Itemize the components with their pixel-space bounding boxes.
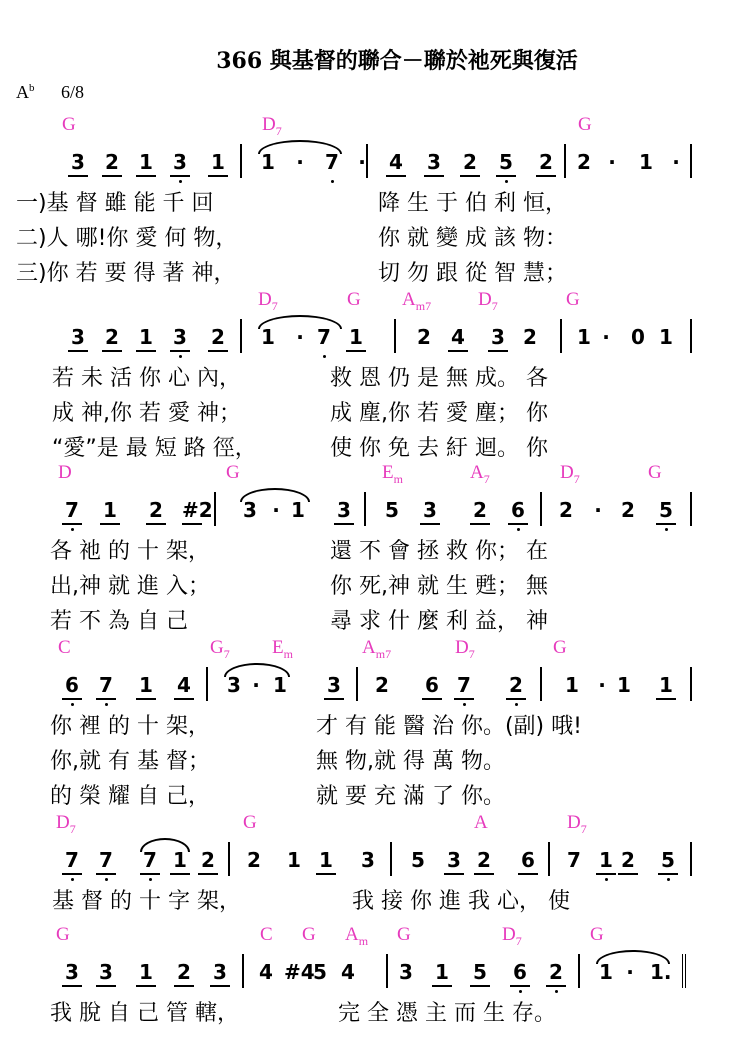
jianpu-note: 1 xyxy=(316,848,336,875)
barline xyxy=(206,667,208,701)
lyric-text: 出,神 就 進 入； xyxy=(50,574,210,599)
chord-symbol: $A_{m7}$ xyxy=(362,637,392,661)
jianpu-note: 4 xyxy=(448,325,468,352)
chord-symbol: $D_7$ xyxy=(502,924,522,948)
jianpu-note: 2 xyxy=(174,960,194,987)
barline xyxy=(540,492,542,526)
lyric-text: 的 榮 耀 自 己， xyxy=(50,784,210,809)
octave-dot xyxy=(105,703,108,706)
jianpu-note: 2 xyxy=(474,848,494,875)
lyric-text: 救 恩 仍 是 無 成。 各 xyxy=(330,366,548,391)
lyric-line xyxy=(0,394,734,429)
jianpu-note: 6 xyxy=(510,960,530,987)
jianpu-note: 4 xyxy=(386,150,406,177)
barline xyxy=(394,319,396,353)
barline xyxy=(356,667,358,701)
octave-dot xyxy=(519,990,522,993)
chord-symbol: $G_7$ xyxy=(210,637,230,661)
rhythm-dot: · xyxy=(272,498,280,522)
jianpu-note: 2 xyxy=(506,673,526,700)
jianpu-note: 3 xyxy=(96,960,116,987)
lyric-text: 使 你 免 去 紆 迴。 你 xyxy=(330,436,548,461)
jianpu-note: 1. xyxy=(650,960,672,984)
jianpu-note: 3 xyxy=(62,960,82,987)
chord-symbol: $D_7$ xyxy=(455,637,475,661)
barline xyxy=(690,492,692,526)
jianpu-note: 2 xyxy=(247,848,261,872)
jianpu-note: 7 xyxy=(140,848,160,875)
lyric-line xyxy=(0,254,734,289)
score-system xyxy=(0,812,734,917)
jianpu-note: 4 xyxy=(341,960,355,984)
jianpu-note: 7 xyxy=(314,325,334,349)
barline xyxy=(228,842,230,876)
jianpu-note: 2 xyxy=(546,960,566,987)
notation-row xyxy=(0,663,734,707)
octave-dot xyxy=(665,528,668,531)
jianpu-note: 5 xyxy=(470,960,490,987)
barline xyxy=(386,954,388,988)
octave-dot xyxy=(71,878,74,881)
jianpu-note: 2 xyxy=(470,498,490,525)
jianpu-note: 3 xyxy=(243,498,257,522)
jianpu-note: 7 xyxy=(96,673,116,700)
jianpu-note: 3 xyxy=(488,325,508,352)
lyric-text: 你 死,神 就 生 甦； 無 xyxy=(330,574,548,599)
jianpu-note: #2 xyxy=(182,498,202,525)
lyric-text: 切 勿 跟 從 智 慧； xyxy=(378,261,567,286)
lyric-text: 你 裡 的 十 架， xyxy=(50,714,210,739)
octave-dot xyxy=(605,878,608,881)
octave-dot xyxy=(517,528,520,531)
chord-symbol: A xyxy=(474,812,488,833)
lyric-text: 基 督 的 十 字 架， xyxy=(52,889,241,914)
lyric-text: 各 祂 的 十 架， xyxy=(50,539,210,564)
tie-arc xyxy=(240,488,310,502)
jianpu-note: 1 xyxy=(100,498,120,525)
jianpu-note: 7 xyxy=(454,673,474,700)
jianpu-note: 1 xyxy=(261,150,275,174)
jianpu-note: 5 xyxy=(411,848,425,872)
chord-symbol: $D_7$ xyxy=(258,289,278,313)
lyric-line xyxy=(0,359,734,394)
score-system xyxy=(0,289,734,464)
lyric-line xyxy=(0,567,734,602)
jianpu-note: 2 xyxy=(460,150,480,177)
lyric-text: 我 接 你 進 我 心， 使 xyxy=(352,889,570,914)
jianpu-note: 1 xyxy=(599,960,613,984)
barline xyxy=(240,319,242,353)
jianpu-note: 1 xyxy=(136,960,156,987)
jianpu-note: 2 xyxy=(375,673,389,697)
jianpu-note: 7 xyxy=(322,150,342,174)
notation-row xyxy=(0,488,734,532)
jianpu-note: 5 xyxy=(313,960,327,984)
jianpu-note: 2 xyxy=(618,848,638,875)
chord-symbol: D xyxy=(58,462,72,483)
lyric-text: 還 不 會 拯 救 你； 在 xyxy=(330,539,548,564)
jianpu-note: 5 xyxy=(656,498,676,525)
jianpu-note: 3 xyxy=(444,848,464,875)
chord-symbol: G xyxy=(578,114,592,135)
chord-symbol: G xyxy=(397,924,411,945)
octave-dot xyxy=(179,355,182,358)
lyric-text: 我 脫 自 己 管 轄， xyxy=(50,1001,239,1026)
chord-symbol: G xyxy=(553,637,567,658)
jianpu-note: 1 xyxy=(208,150,228,177)
chord-symbol: $D_7$ xyxy=(560,462,580,486)
jianpu-note: 3 xyxy=(399,960,413,984)
barline xyxy=(578,954,580,988)
lyric-text: 二)人 哪!你 愛 何 物， xyxy=(16,226,238,251)
lyric-line xyxy=(0,777,734,812)
jianpu-note: 1 xyxy=(656,673,676,700)
chord-symbol: G xyxy=(590,924,604,945)
jianpu-note: 2 xyxy=(536,150,556,177)
jianpu-note: 1 xyxy=(136,325,156,352)
jianpu-note: 6 xyxy=(62,673,82,700)
jianpu-note: 1 xyxy=(136,673,156,700)
barline xyxy=(548,842,550,876)
rhythm-dot: · xyxy=(252,673,260,697)
jianpu-note: 2 xyxy=(208,325,228,352)
score-system xyxy=(0,462,734,637)
lyric-text: 若 不 為 自 己 xyxy=(50,609,188,634)
chord-symbol: $A_7$ xyxy=(470,462,490,486)
rhythm-dot: · xyxy=(608,150,616,174)
lyric-line xyxy=(0,742,734,777)
lyric-text: 你 就 變 成 該 物： xyxy=(378,226,567,251)
lyric-text: 成 神,你 若 愛 神； xyxy=(52,401,241,426)
tie-arc xyxy=(258,140,342,154)
rhythm-dot: · xyxy=(602,325,610,349)
lyric-line xyxy=(0,882,734,917)
jianpu-note: 1 xyxy=(291,498,305,522)
jianpu-note: 2 xyxy=(621,498,635,522)
chord-row xyxy=(0,637,734,663)
chord-symbol: G xyxy=(56,924,70,945)
rhythm-dot: · xyxy=(296,325,304,349)
tie-arc xyxy=(224,663,290,677)
chord-row xyxy=(0,114,734,140)
lyric-text: 就 要 充 滿 了 你。 xyxy=(316,784,505,809)
lyric-line xyxy=(0,219,734,254)
lyric-line xyxy=(0,429,734,464)
chord-symbol: $D_7$ xyxy=(478,289,498,313)
jianpu-note: 2 xyxy=(577,150,591,174)
jianpu-note: 1 xyxy=(577,325,591,349)
rhythm-dot: · xyxy=(358,150,366,174)
jianpu-note: 3 xyxy=(170,150,190,177)
chord-symbol: $D_7$ xyxy=(56,812,76,836)
jianpu-note: 1 xyxy=(346,325,366,352)
lyric-text: 無 物,就 得 萬 物。 xyxy=(316,749,505,774)
jianpu-note: 2 xyxy=(523,325,537,349)
notation-row xyxy=(0,140,734,184)
barline xyxy=(242,954,244,988)
jianpu-note: 1 xyxy=(287,848,301,872)
lyric-text: 才 有 能 醫 治 你。(副) 哦! xyxy=(316,714,582,739)
chord-symbol: $A_{m7}$ xyxy=(402,289,432,313)
chord-row xyxy=(0,812,734,838)
lyric-text: 完 全 憑 主 而 生 存。 xyxy=(338,1001,556,1026)
barline xyxy=(540,667,542,701)
score-system xyxy=(0,114,734,289)
barline xyxy=(390,842,392,876)
chord-row xyxy=(0,462,734,488)
octave-dot xyxy=(463,703,466,706)
jianpu-note: 1 xyxy=(639,150,653,174)
jianpu-note: 3 xyxy=(210,960,230,987)
octave-dot xyxy=(105,878,108,881)
lyric-text: 一)基 督 雖 能 千 回 xyxy=(16,191,214,216)
barline xyxy=(214,492,216,526)
jianpu-note: #4 xyxy=(284,960,315,984)
chord-symbol: C xyxy=(260,924,273,945)
jianpu-note: 1 xyxy=(170,848,190,875)
barline xyxy=(364,492,366,526)
lyric-text: 三)你 若 要 得 著 神， xyxy=(16,261,236,286)
octave-dot xyxy=(555,990,558,993)
rhythm-dot: · xyxy=(626,960,634,984)
chord-symbol: $D_7$ xyxy=(262,114,282,138)
octave-dot xyxy=(331,180,334,183)
chord-symbol: G xyxy=(62,114,76,135)
chord-row xyxy=(0,289,734,315)
rhythm-dot: · xyxy=(594,498,602,522)
lyric-line xyxy=(0,602,734,637)
jianpu-note: 2 xyxy=(417,325,431,349)
chord-symbol: $E_m$ xyxy=(272,637,293,661)
jianpu-note: 3 xyxy=(227,673,241,697)
jianpu-note: 4 xyxy=(259,960,273,984)
chord-symbol: G xyxy=(566,289,580,310)
jianpu-note: 3 xyxy=(361,848,375,872)
lyric-text: 尋 求 什 麼 利 益， 神 xyxy=(330,609,548,634)
lyric-line xyxy=(0,707,734,742)
jianpu-note: 1 xyxy=(136,150,156,177)
jianpu-note: 4 xyxy=(174,673,194,700)
barline xyxy=(690,667,692,701)
jianpu-note: 3 xyxy=(420,498,440,525)
lyric-text: 若 未 活 你 心 內， xyxy=(52,366,241,391)
octave-dot xyxy=(323,355,326,358)
jianpu-note: 5 xyxy=(496,150,516,177)
lyric-text: 你,就 有 基 督； xyxy=(50,749,210,774)
jianpu-note: 6 xyxy=(422,673,442,700)
rhythm-dot: · xyxy=(296,150,304,174)
jianpu-note: 5 xyxy=(385,498,399,522)
jianpu-note: 1 xyxy=(596,848,616,875)
jianpu-note: 3 xyxy=(324,673,344,700)
score-system xyxy=(0,637,734,812)
tie-arc xyxy=(140,838,190,852)
hymn-title: 366 與基督的聯合－聯於祂死與復活 xyxy=(216,48,578,74)
jianpu-note: 1 xyxy=(432,960,452,987)
lyric-line xyxy=(0,184,734,219)
notation-row xyxy=(0,315,734,359)
barline xyxy=(690,319,692,353)
chord-symbol: C xyxy=(58,637,71,658)
octave-dot xyxy=(71,528,74,531)
jianpu-note: 3 xyxy=(68,150,88,177)
jianpu-note: 2 xyxy=(102,325,122,352)
score-system xyxy=(0,924,734,1029)
chord-symbol: $A_m$ xyxy=(345,924,369,948)
rhythm-dot: · xyxy=(598,673,606,697)
jianpu-note: 7 xyxy=(62,848,82,875)
jianpu-note: 7 xyxy=(96,848,116,875)
jianpu-note: 1 xyxy=(617,673,631,697)
tie-arc xyxy=(596,950,670,964)
jianpu-note: 3 xyxy=(334,498,354,525)
barline xyxy=(560,319,562,353)
jianpu-note: 2 xyxy=(102,150,122,177)
jianpu-note: 2 xyxy=(198,848,218,875)
key-note: A xyxy=(16,82,29,102)
jianpu-note: 1 xyxy=(261,325,275,349)
barline xyxy=(366,144,368,178)
tie-arc xyxy=(258,315,342,329)
chord-symbol: $E_m$ xyxy=(382,462,403,486)
jianpu-note: 1 xyxy=(659,325,673,349)
octave-dot xyxy=(71,703,74,706)
key-signature xyxy=(16,82,84,103)
octave-dot xyxy=(179,180,182,183)
notation-row xyxy=(0,950,734,994)
jianpu-note: 7 xyxy=(567,848,581,872)
barline xyxy=(690,842,692,876)
chord-symbol: G xyxy=(243,812,257,833)
lyric-line xyxy=(0,994,734,1029)
rhythm-dot: · xyxy=(672,150,680,174)
jianpu-note: 3 xyxy=(170,325,190,352)
chord-symbol: G xyxy=(648,462,662,483)
chord-row xyxy=(0,924,734,950)
jianpu-note: 3 xyxy=(68,325,88,352)
octave-dot xyxy=(149,878,152,881)
lyric-text: 成 塵,你 若 愛 塵； 你 xyxy=(330,401,548,426)
final-barline xyxy=(682,954,690,988)
chord-symbol: G xyxy=(302,924,316,945)
notation-row xyxy=(0,838,734,882)
barline xyxy=(690,144,692,178)
jianpu-note: 1 xyxy=(565,673,579,697)
barline xyxy=(240,144,242,178)
jianpu-note: 7 xyxy=(62,498,82,525)
key-accidental: b xyxy=(29,82,35,94)
chord-symbol: G xyxy=(347,289,361,310)
chord-symbol: $D_7$ xyxy=(567,812,587,836)
octave-dot xyxy=(515,703,518,706)
jianpu-note: 2 xyxy=(559,498,573,522)
jianpu-note: 1 xyxy=(273,673,287,697)
jianpu-note: 0 xyxy=(631,325,645,349)
chord-symbol: G xyxy=(226,462,240,483)
jianpu-note: 6 xyxy=(508,498,528,525)
jianpu-note: 3 xyxy=(424,150,444,177)
octave-dot xyxy=(505,180,508,183)
octave-dot xyxy=(667,878,670,881)
lyric-text: “愛”是 最 短 路 徑， xyxy=(52,436,257,461)
jianpu-note: 5 xyxy=(658,848,678,875)
lyric-line xyxy=(0,532,734,567)
jianpu-note: 2 xyxy=(146,498,166,525)
lyric-text: 降 生 于 伯 利 恒， xyxy=(378,191,567,216)
time-signature: 6/8 xyxy=(61,82,85,102)
jianpu-note: 6 xyxy=(518,848,538,875)
barline xyxy=(564,144,566,178)
